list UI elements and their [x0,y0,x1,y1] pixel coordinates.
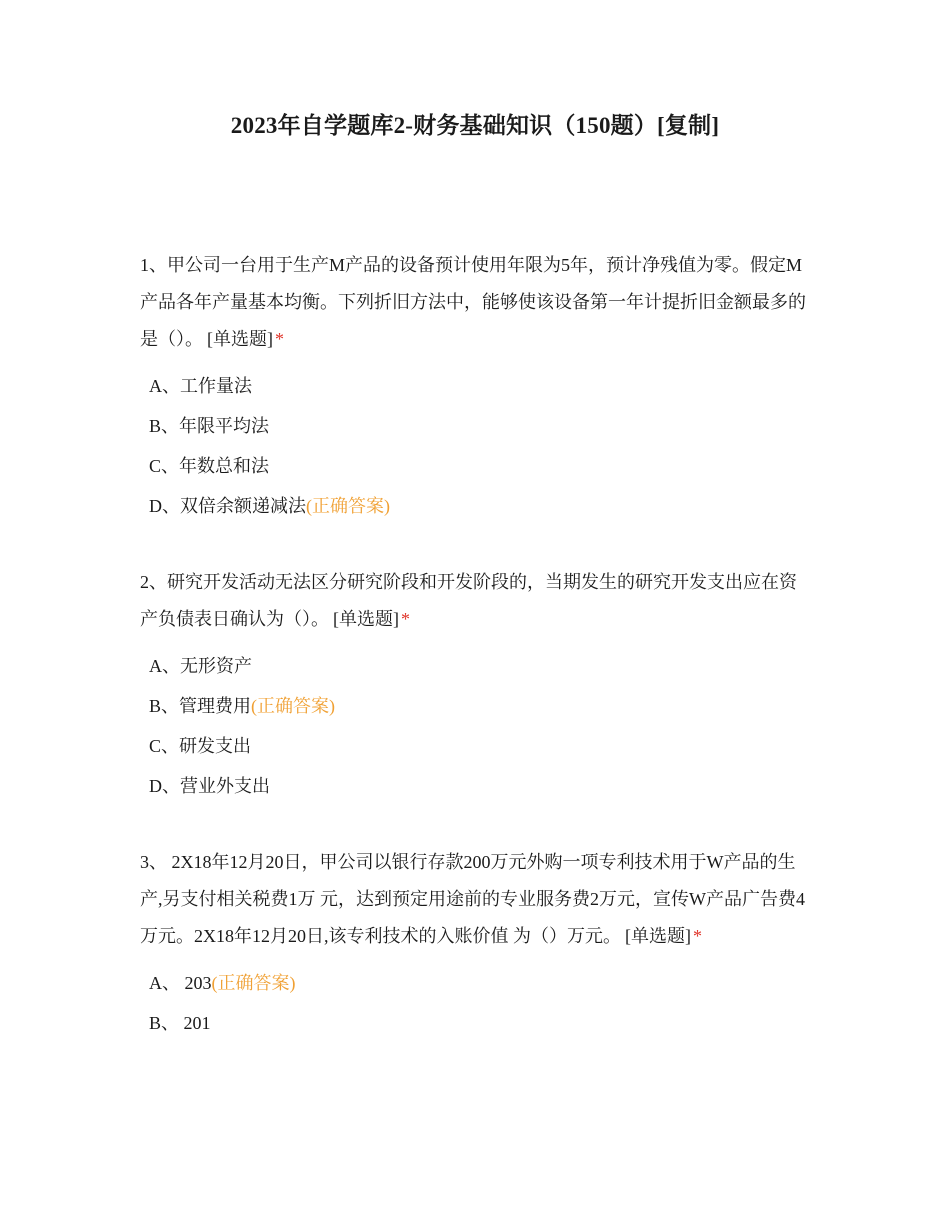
document-title: 2023年自学题库2-财务基础知识（150题）[复制] [230,113,720,138]
option-list [140,963,808,1043]
question-text: 3、 2X18年12月20日，甲公司以银行存款200万元外购一项专利技术用于W产品的生产,另支付相关税费1万 元，达到预定用途前的专业服务费2万元，宣传W产品广告费4万元。2X18年12月20日,该专利技术的入账价值 为（）万元。 [140,852,805,946]
option-list [140,646,808,806]
question-text: 2、研究开发活动无法区分研究阶段和开发阶段的，当期发生的研究开发支出应在资产负债表日确认为（）。 [140,572,797,629]
option-label: A、 203 [149,973,212,993]
option-label: A、工作量法 [149,376,252,396]
option-a[interactable] [140,366,808,406]
question-stem [140,564,808,638]
option-b[interactable] [140,1003,808,1043]
option-a[interactable] [140,963,808,1003]
option-label: D、双倍余额递减法 [149,496,306,516]
option-c[interactable] [140,726,808,766]
required-mark: * [401,609,410,629]
question-type: [单选题] [625,926,691,946]
question-3 [140,844,808,1043]
option-list [140,366,808,526]
required-mark: * [275,329,284,349]
question-2 [140,564,808,806]
option-b[interactable] [140,686,808,726]
option-d[interactable] [140,486,808,526]
option-b[interactable] [140,406,808,446]
required-mark: * [693,926,702,946]
option-label: B、年限平均法 [149,416,270,436]
option-label: B、管理费用 [149,696,252,716]
correct-answer-tag: (正确答案) [211,973,296,993]
option-a[interactable] [140,646,808,686]
option-label: C、年数总和法 [149,456,270,476]
question-stem [140,247,808,358]
question-type: [单选题] [207,329,273,349]
question-text: 1、甲公司一台用于生产M产品的设备预计使用年限为5年，预计净残值为零。假定M产品各年产量基本均衡。下列折旧方法中，能够使该设备第一年计提折旧金额最多的是（）。 [140,255,806,349]
correct-answer-tag: (正确答案) [251,696,336,716]
correct-answer-tag: (正确答案) [306,496,390,516]
option-label: D、营业外支出 [149,776,270,796]
question-1 [140,247,808,526]
question-type: [单选题] [333,609,399,629]
option-label: A、无形资产 [149,656,252,676]
option-label: B、 201 [149,1013,211,1033]
question-stem [140,844,808,955]
option-c[interactable] [140,446,808,486]
option-label: C、研发支出 [149,736,252,756]
option-d[interactable] [140,766,808,806]
